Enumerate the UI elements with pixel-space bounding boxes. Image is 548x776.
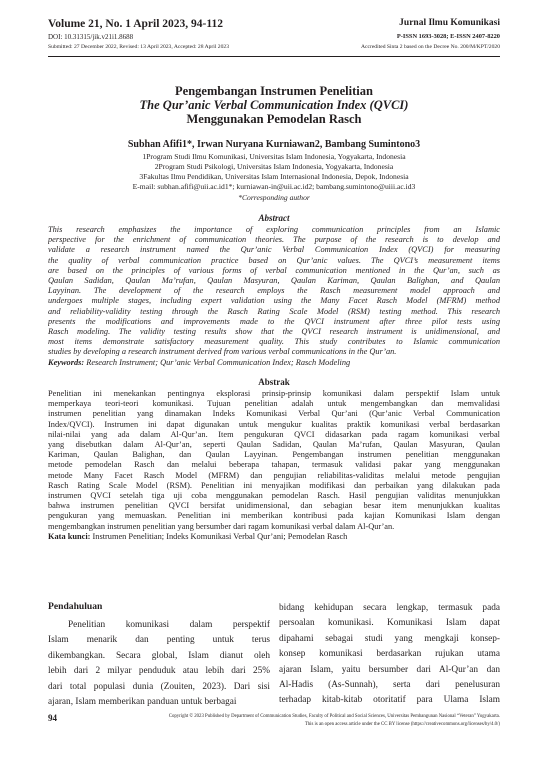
abstract-en-line: perspective for the enrichment of communication theories. The purpose of the research is to develop and: [48, 235, 500, 245]
abstract-id-body: [48, 389, 500, 532]
abstrak-heading: Abstrak: [258, 377, 290, 387]
abstract-id-line: pengukuran yang memuaskan. Penelitian ini memberikan kontribusi pada kajian Komunikasi Islam dengan: [48, 511, 500, 521]
keywords-en: [48, 358, 350, 367]
issn: P-ISSN 1693-3028; E-ISSN 2407-8220: [396, 33, 500, 40]
body-left-line: dikembangkan. Secara global, Islam dianut oleh: [48, 650, 270, 661]
abstract-id-line: Rasch Rating Scale Model (RSM). Penelitian ini menyajikan modifikasi dan perbaikan yang dilakukan pada: [48, 480, 500, 490]
abstract-en-line: most items demonstrate satisfactory measurement quality. This study contributes to Islamic communication: [48, 337, 500, 347]
abstract-en-line: and reliability-validity testing through the Rasch Rating Scale Model (RSM) testing method. This research: [48, 306, 500, 316]
abstract-en-line: the quality of verbal communication practice based on Qur’anic values. The QVCI’s measurement items: [48, 255, 500, 265]
abstract-id-line: Penelitian ini menekankan pentingnya eksplorasi prinsip-prinsip komunikasi dalam perspektif Islam untuk: [48, 389, 500, 398]
keywords-id: [48, 532, 347, 541]
body-right-line: dipahami sebagai studi yang mengkaji konsep-: [279, 633, 500, 644]
kata-kunci-text: Instrumen Penelitian; Indeks Komunikasi Verbal Qur’ani; Pemodelan Rasch: [92, 532, 348, 541]
abstract-en-line: validate a research instrument named the Qur’anic Verbal Communication Index (QVCI) for measuring: [48, 245, 500, 255]
abstract-id-line: bahwa instrumen penelitian QVCI bersifat unidimensional, dan sebagian besar item menunjukkan kualitas: [48, 501, 500, 511]
abstract-en-line: Rasch modeling. The validity testing results show that the QVCI research instrument is unidimensional, and: [48, 327, 500, 337]
abstract-id-line: instrumen penelitian yang dinamakan Indeks Komunikasi Verbal Qur’ani (Qur’anic Verbal Communication: [48, 409, 500, 419]
abstract-en-line: Layyinan. The development of the research employs the Rasch measurement model approach and: [48, 286, 500, 296]
corresponding-note: *Corresponding author: [238, 193, 310, 202]
body-right-line: Al-Hadis (As-Sunnah), serta dari penelusuran: [279, 680, 500, 691]
kata-kunci-label: Kata kunci:: [48, 532, 91, 541]
license-line[interactable]: This is an open access article under the CC BY license (https://creativecommons.org/licenses/by/4.0/): [304, 722, 500, 727]
body-right-line: terhadap kitab-kitab otoritatif para Ulama Islam: [279, 695, 500, 706]
abstract-id-line: instrumen QVCI setelah tiga uji coba menggunakan pemodelan Rasch. Hasil pengujian validitas menunjukkan: [48, 491, 500, 501]
abstract-id-line: Kariman, Qaulan Balighan, dan Qaulan Layyinan. Pengembangan instrumen penelitian menggunakan: [48, 450, 500, 460]
accreditation: Accredited Sinta 2 based on the Decree No. 200/M/KPT/2020: [360, 44, 500, 50]
body-right-line: ajaran Islam, yaitu bersumber dari Al-Qur’an dan: [279, 664, 500, 675]
header-rule: [48, 56, 500, 57]
abstract-en-line: are based on the principles of various forms of verbal communication mentioned in the Qur’an, such as: [48, 265, 500, 275]
abstract-id-line: mengembangkan instrumen penelitian yang bersumber dari ragam komunikasi verbal dalam Al-Qur’an.: [48, 521, 395, 531]
abstract-en-line: studies by developing a research instrument derived from various verbal communications in the Qur’an.: [48, 347, 397, 357]
page-number: 94: [48, 713, 57, 723]
volume-line: Volume 21, No. 1 April 2023, 94-112: [48, 18, 223, 30]
body-left-line: Islam menarik dan penting untuk terus: [48, 635, 270, 646]
abstract-id-line: metode pemodelan Rasch dan melalui beberapa tahapan, termasuk validasi pakar yang menggunakan: [48, 460, 500, 470]
keywords-text: Research Instrument; Qur’anic Verbal Communication Index; Rasch Modeling: [86, 358, 351, 367]
abstract-en-line: This research emphasizes the importance of exploring communication principles from an Islamic: [48, 225, 500, 234]
body-left-line: ajaran, Islam memberikan panduan untuk berbagai: [48, 697, 237, 708]
affiliation-2: 2Program Studi Psikologi, Universitas Islam Indonesia, Yogyakarta, Indonesia: [154, 162, 394, 171]
body-right-column: [279, 601, 500, 709]
abstract-id-line: nilai-nilai yang ada dalam Al-Qur’an. Item pengukuran QVCI didasarkan pada ragam komunikasi verbal: [48, 429, 500, 439]
abstract-heading: Abstract: [258, 213, 290, 223]
abstract-id-line: yang disebutkan dalam Al-Qur’an, seperti Qaulan Sadidan, Qaulan Ma’rufan, Qaulan Masyuran, Qaulan: [48, 440, 500, 450]
abstract-id-line: memperkaya teori-teori komunikasi. Tujuan penelitian adalah untuk mengembangkan dan memvalidasi: [48, 399, 500, 409]
abstract-en-line: Qaulan Sadidan, Qaulan Ma’rufan, Qaulan Masyuran, Qaulan Kariman, Qaulan Balighan, and Qaulan: [48, 276, 500, 286]
abstract-id-line: Index/QVCI). Instrumen ini dapat digunakan untuk mengukur kualitas praktik komunikasi verbal berdasarkan: [48, 419, 500, 429]
title-line-1: Pengembangan Instrumen Penelitian: [175, 84, 373, 98]
author-names: Subhan Afifi1*, Irwan Nuryana Kurniawan2, Bambang Sumintono3: [127, 139, 421, 150]
body-left-line: lebih dari 2 milyar penduduk atau lebih dari 25%: [48, 666, 270, 677]
body-left-line: Penelitian komunikasi dalam perspektif: [68, 620, 270, 630]
doi[interactable]: DOI: 10.31315/jik.v21i1.8688: [48, 33, 134, 41]
body-right-line: persoalan komunikasi. Komunikasi Islam dapat: [279, 618, 500, 629]
title-line-3: Menggunakan Pemodelan Rasch: [186, 112, 362, 126]
body-left-column: [48, 618, 270, 710]
abstract-id-line: metode Many Facet Rasch Model (MFRM) dan pengujian reliabilitas-validitas melalui metode pengujian: [48, 470, 500, 480]
body-right-line: konsep komunikasi berdasarkan rujukan utama: [279, 649, 500, 660]
author-emails: E-mail: subhan.afifi@uii.ac.id1*; kurniawan-in@uii.ac.id2; bambang.sumintono@uiii.ac.id3: [132, 182, 416, 191]
journal-name: Jurnal Ilmu Komunikasi: [399, 18, 500, 28]
abstract-en-line: presents the modifications and improvements made to the QVCI instrument after three pilot tests using: [48, 316, 500, 326]
body-left-line: dari total populasi dunia (Zouiten, 2023). Dari sisi: [48, 681, 270, 692]
copyright-line: Copyright © 2023 Published by Department of Communication Studies, Faculty of Political and Social Sciences, Universitas Pembangunan Nasional “Veteran” Yogyakarta.: [168, 714, 500, 719]
abstract-en-body: [48, 225, 500, 358]
body-right-line: bidang kehidupan secara lengkap, termasuk pada: [279, 603, 500, 613]
section-heading-pendahuluan: Pendahuluan: [48, 601, 103, 612]
title-line-2: The Qur’anic Verbal Communication Index (QVCI): [139, 98, 409, 112]
affiliation-3: 3Fakultas Ilmu Pendidikan, Universitas Islam Internasional Indonesia, Depok, Indonesia: [139, 172, 409, 181]
submission-dates: Submitted: 27 December 2022, Revised: 13 April 2023, Accepted: 28 April 2023: [48, 44, 229, 50]
abstract-en-line: undergoes multiple stages, including expert validation using the Many Facet Rasch Model (MFRM) method: [48, 296, 500, 306]
affiliation-1: 1Program Studi Ilmu Komunikasi, Universitas Islam Indonesia, Yogyakarta, Indonesia: [142, 152, 406, 161]
keywords-label: Keywords:: [48, 358, 85, 367]
